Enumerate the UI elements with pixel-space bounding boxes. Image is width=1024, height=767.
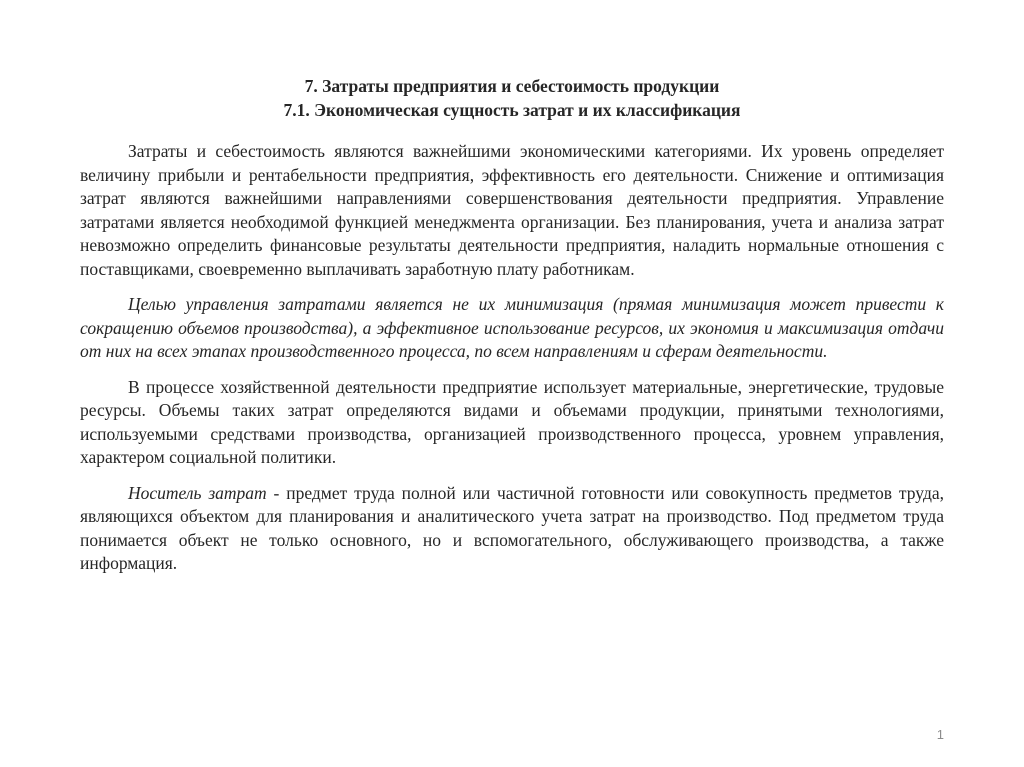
- paragraph-cost-management-goal: Целью управления затратами является не их минимизация (прямая минимизация может привести к сокращению объемов производства), а эффективное использование ресурсов, их экономия и максимизация отдачи от них на всех этапах производственного процесса, по всем направлениям и сферам деятельности.: [80, 294, 944, 361]
- paragraph-costs-intro: Затраты и себестоимость являются важнейшими экономическими категориями. Их уровень определяет величину прибыли и рентабельности предприятия, эффективность его деятельности. Снижение и оптимизация затрат являются важнейшими направлениями совершенствования деятельности предприятия. Управление затратами является необходимой функцией менеджмента организации. Без планирования, учета и анализа затрат невозможно определить финансовые результаты деятельности предприятия, наладить нормальные отношения с поставщиками, своевременно выплачивать заработную плату работникам.: [80, 141, 944, 279]
- cost-carrier-definition: - предмет труда полной или частичной готовности или совокупность предметов труда, являющихся объектом для планирования и аналитического учета затрат на производство. Под предметом труда понимается объект не только основного, но и вспомогательного, обслуживающего производства, а также информация.: [80, 482, 944, 573]
- paragraph-cost-carrier: [80, 482, 944, 576]
- page-number: 1: [936, 727, 944, 742]
- section-title: 7.1. Экономическая сущность затрат и их классификация: [283, 100, 741, 120]
- document-page: [80, 74, 944, 588]
- term-cost-carrier: Носитель затрат: [128, 482, 267, 503]
- paragraph-resources: В процессе хозяйственной деятельности предприятие использует материальные, энергетические, трудовые ресурсы. Объемы таких затрат определяются видами и объемами продукции, принятыми технологиями, используемыми средствами производства, организацией производственного процесса, уровнем управления, характером социальной политики.: [80, 376, 944, 467]
- heading-block: [80, 74, 944, 122]
- chapter-title: 7. Затраты предприятия и себестоимость продукции: [304, 76, 720, 96]
